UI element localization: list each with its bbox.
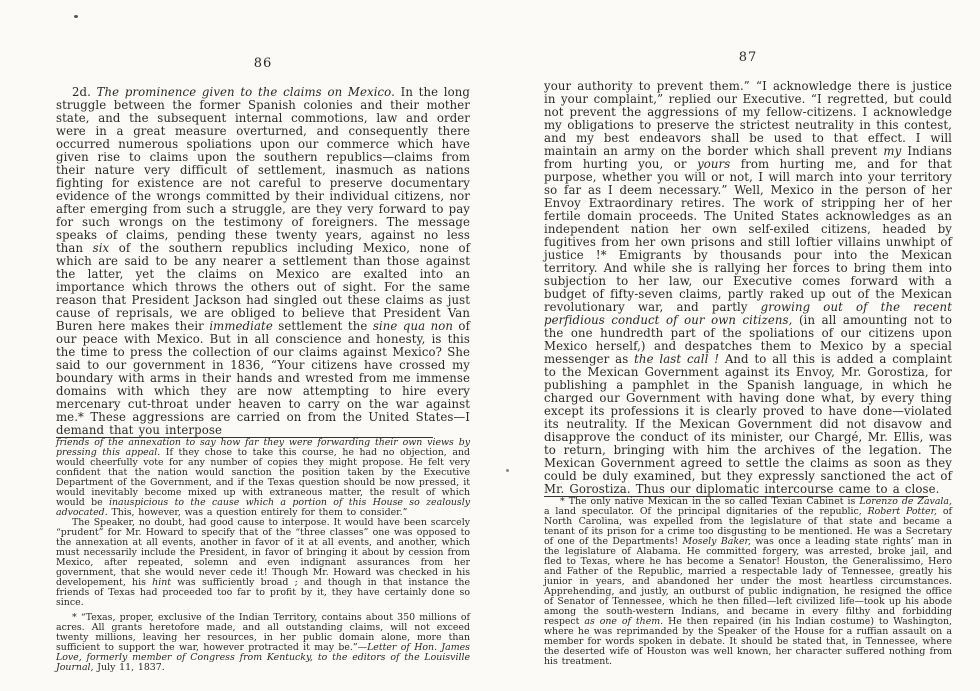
text-run-italic: growing out of the recent perfidious conduct of our own citizens, <box>544 300 952 327</box>
text-run: was sufficiently broad ; and though in that instance the friends of Texas had proceeded too far to profit by it, they have certainly done so since. <box>56 577 470 608</box>
text-run-italic: Lorenzo de Zavala, <box>859 496 952 507</box>
text-run: The Speaker, no doubt, had good cause to interpose. It would have been scarcely “prudent” for Mr. Howard to specify that of the “three classes” one was opposed to the annexation at all events, another in favor of it at all events, and another, which must necessarily include the President, in favor of bringing it about by cession from Mexico, after repeated, solemn and even indignant assurances from her government, that she would never cede it! Though Mr. Howard was checked in his developement, his <box>56 517 470 588</box>
text-run: * “Texas, proper, exclusive of the Indian Territory, contains about 350 millions of acres. All grants heretofore made, and all outstanding claims, will not exceed twenty millions, leaving her resources, in her public domain alone, more than sufficient to support the war, however protracted it may be.”— <box>56 612 470 653</box>
text-run-italic: yours <box>697 157 731 171</box>
ink-speck <box>74 15 78 18</box>
text-run-italic: the last call ! <box>634 352 720 366</box>
text-run: was once a leading state rights’ man in the legislature of Alabama. He committed forgery, was arrested, broke jail, and fled to Texas, where he has become a Senator! Houston, the Generalissimo, Hero and Father of the Republic, married a respectable lady of Tennessee, greatly his junior in years, and abandoned her under the most heartless circumstances. Apprehending, and justly, an outburst of public indignation, he resigned the office of Senator of Tennessee, which he then filled—left civilized life—took up his abode among the south-western Indians, and became in every filthy and forbidding respect <box>544 536 952 627</box>
text-run-italic: Robert Potter, <box>867 506 938 517</box>
text-run: (in all amounting not to the one hundredth part of the spoliations of our citizens upon Mexico herself,) and despatches them to Mexico by a special messenger as <box>544 313 952 366</box>
text-run-italic: my <box>883 144 902 158</box>
text-run-italic: six <box>92 241 110 255</box>
paragraph <box>56 518 470 608</box>
paragraph <box>544 80 952 496</box>
page-87 <box>544 50 952 667</box>
text-run: 2d. <box>72 85 97 99</box>
page-86-main-text <box>56 86 470 437</box>
text-run-italic: The prominence given to the claims on Mexico. <box>96 85 395 99</box>
text-run-italic: hint <box>152 577 172 588</box>
page-86 <box>56 56 470 673</box>
text-run-italic: Letter of Hon. James Love, formerly member of Congress from Kentucky, to the editors of the Louisville Journal, <box>56 642 470 673</box>
text-run-italic: Mosely Baker, <box>682 536 751 547</box>
text-run: from hurting me, and for that purpose, whether you will or not, I will march into your territory so far as I deem necessary.” Well, Mexico in the person of her Envoy Extraordinary retires. The work of stripping her of her fertile domain proceeds. The United States acknowledges as an independent nation her own self-exiled citizens, headed by fugitives from her own prisons and still loftier villains unwhipt of justice !* Emigrants by thousands pour into the Mexican territory. And while she is rallying her forces to bring them into subjection to her law, our Executive comes forward with a budget of fifty-seven claims, partly raked up out of the Mexican revolutionary war, and partly <box>544 157 952 314</box>
text-run-italic: sine qua non <box>372 319 453 333</box>
text-run: your authority to prevent them.” “I acknowledge there is justice in your complaint,” replied our Executive. “I regretted, but could not prevent the aggressions of my fellow-citizens. I acknowledge my obligations to preserve the strictest neutrality in this contest, and my best endeavors shall be used to that effect. I will maintain an army on the border which shall prevent <box>544 79 952 158</box>
text-run-italic: inauspicious to the cause which a portion of this House so zealously advocated. <box>56 497 470 518</box>
text-run: * The only native Mexican in the so called Texian Cabinet is <box>560 496 860 507</box>
text-run: This, however, was a question entirely for them to consider.” <box>107 507 408 518</box>
text-run-italic: as one of them. <box>584 616 664 627</box>
text-run: If they chose to take this course, he had no objection, and would cheerfully vote for any number of copies they might propose. He felt very confident that the nation would sanction the position taken by the Executive Department of the Government, and if the Texas question should be now pressed, it would inevitably become mixed up with extraneous matter, the result of which would be <box>56 447 470 508</box>
text-run: Indians from hurting you, or <box>544 144 952 171</box>
paragraph <box>56 438 470 518</box>
ink-speck <box>506 469 509 472</box>
text-run-italic: friends of the annexation to say how far they were forwarding their own views by pressing this appeal. <box>56 437 470 458</box>
text-run: He then repaired (in his Indian costume) to Washington, where he was reprimanded by the Speaker of the House for a ruffian assault on a member for words spoken in debate. It should be stated that, in Tennessee, where the deserted wife of Houston was well known, her character suffered nothing from his treatment. <box>544 616 952 667</box>
text-run: settlement the <box>272 319 373 333</box>
text-run: July 11, 1837. <box>93 662 165 673</box>
text-run: And to all this is added a complaint to the Mexican Government against its Envoy, Mr. Gorostiza, for publishing a pamphlet in the Spanish language, in which he charged our Government with having done what, by every thing except its professions it is clearly proved to have done—violated its neutrality. If the Mexican Government did not disavow and disapprove the conduct of its minister, our Chargé, Mr. Ellis, was to return, bringing with him the archives of the legation. The Mexican Government agreed to settle the claims as soon as they could be duly examined, but they expressly sanctioned the act of Mr. Gorostiza. Thus our diplomatic intercourse came to a close. <box>544 352 952 496</box>
text-run-italic: immediate <box>209 319 273 333</box>
text-run: In the long struggle between the former Spanish colonies and their mother state, and the subsequent internal commotions, law and order were in a great measure overturned, and consequently there occurred numerous spoliations upon our commerce which have given rise to claims upon the southern republics—claims from their nature very difficult of settlement, inasmuch as nations fighting for existence are not careful to preserve documentary evidence of the wrongs committed by their individual citizens, nor after emerging from such a struggle, are they very forward to pay for such wrongs on the testimony of foreigners. The message speaks of claims, pending these twenty years, against no less than <box>56 85 470 255</box>
paragraph <box>56 613 470 673</box>
page-87-main-text <box>544 80 952 496</box>
page-number-left: 86 <box>253 56 273 71</box>
text-run: of the southern republics including Mexico, none of which are said to be any nearer a settlement than those against the latter, yet the claims on Mexico are exalted into an importance which throws the others out of sight. For the same reason that President Jackson had singled out these claims as just cause of reprisals, we are obliged to believe that President Van Buren here makes their <box>56 241 471 333</box>
page-86-footnotes <box>56 438 470 673</box>
text-run: a land speculator. Of the principal dignitaries of the republic, <box>544 506 868 517</box>
page-87-footnotes <box>544 497 952 667</box>
paragraph <box>544 497 952 667</box>
text-run: of North Carolina, was expelled from the legislature of that state and became a tenant of its prison for a crime too disgusting to be mentioned. He was a Secretary of one of the Departments! <box>544 506 952 547</box>
text-run: of our peace with Mexico. But in all conscience and honesty, is this the time to press the collection of our claims against Mexico? She said to our government in 1836, “Your citizens have crossed my boundary with arms in their hands and wrested from me immense domains with which they are now attempting to hire every mercenary cut-throat under heaven to carry on the war against me.* These aggressions are carried on from the United States—I demand that you interpose <box>56 319 470 437</box>
paragraph <box>56 86 470 437</box>
page-number-right: 87 <box>738 50 758 65</box>
